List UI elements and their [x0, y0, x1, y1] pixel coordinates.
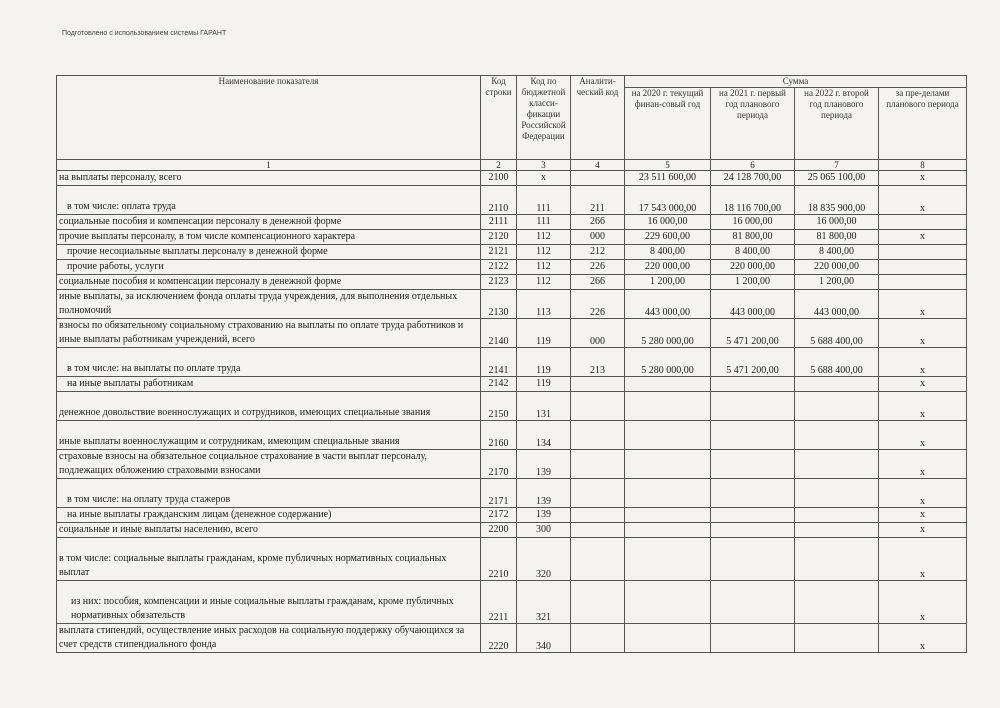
row-value-2020: 16 000,00 [625, 215, 711, 230]
row-value-beyond: x [879, 479, 967, 508]
row-value-2022: 220 000,00 [795, 260, 879, 275]
row-code: 2130 [481, 290, 517, 319]
row-budget-code: 119 [517, 377, 571, 392]
table-row [57, 245, 967, 260]
row-value-2021: 81 800,00 [711, 230, 795, 245]
column-numbers-row [57, 160, 967, 171]
row-value-2022 [795, 450, 879, 479]
row-value-2020: 5 280 000,00 [625, 319, 711, 348]
row-name: взносы по обязательному социальному страхованию на выплаты по оплате труда работников и иные выплаты работникам учреждений, всего [57, 319, 481, 348]
row-value-beyond [879, 275, 967, 290]
column-number: 1 [57, 160, 481, 171]
row-value-2021: 220 000,00 [711, 260, 795, 275]
row-value-beyond [879, 245, 967, 260]
row-value-2021 [711, 479, 795, 508]
row-budget-code: 139 [517, 479, 571, 508]
column-number: 2 [481, 160, 517, 171]
row-value-2020 [625, 450, 711, 479]
row-code: 2172 [481, 508, 517, 523]
row-value-2020 [625, 392, 711, 421]
row-value-beyond: x [879, 348, 967, 377]
row-value-2021: 5 471 200,00 [711, 319, 795, 348]
row-name: прочие работы, услуги [57, 260, 481, 275]
row-value-2022: 25 065 100,00 [795, 171, 879, 186]
row-value-2021: 18 116 700,00 [711, 186, 795, 215]
row-analytic-code: 266 [571, 275, 625, 290]
row-analytic-code: 211 [571, 186, 625, 215]
table-row [57, 421, 967, 450]
row-name: на выплаты персоналу, всего [57, 171, 481, 186]
row-analytic-code [571, 450, 625, 479]
row-analytic-code [571, 523, 625, 538]
row-value-2020: 220 000,00 [625, 260, 711, 275]
header-budget-code: Код по бюджетной класси-фикации Российской Федерации [517, 76, 571, 160]
row-value-2020 [625, 624, 711, 653]
table-row [57, 624, 967, 653]
row-value-2021 [711, 581, 795, 624]
row-value-2020 [625, 523, 711, 538]
table-body [57, 171, 967, 653]
table-row [57, 392, 967, 421]
row-value-2022 [795, 624, 879, 653]
column-number: 4 [571, 160, 625, 171]
row-name: социальные и иные выплаты населению, всего [57, 523, 481, 538]
header-2021: на 2021 г. первый год планового периода [711, 88, 795, 160]
row-name: в том числе: на выплаты по оплате труда [57, 348, 481, 377]
row-value-beyond: x [879, 624, 967, 653]
row-budget-code: x [517, 171, 571, 186]
row-value-2021 [711, 421, 795, 450]
table-row [57, 348, 967, 377]
row-name: иные выплаты военнослужащим и сотрудникам, имеющим специальные звания [57, 421, 481, 450]
header-note: Подготовлено с использованием системы ГАРАНТ [62, 30, 227, 37]
row-code: 2160 [481, 421, 517, 450]
row-value-beyond: x [879, 581, 967, 624]
table-row [57, 581, 967, 624]
row-analytic-code: 226 [571, 290, 625, 319]
row-analytic-code [571, 581, 625, 624]
row-name: прочие выплаты персоналу, в том числе компенсационного характера [57, 230, 481, 245]
row-budget-code: 112 [517, 275, 571, 290]
table-row [57, 479, 967, 508]
row-value-2022: 5 688 400,00 [795, 348, 879, 377]
row-value-2021 [711, 624, 795, 653]
row-value-2021: 16 000,00 [711, 215, 795, 230]
row-value-2021 [711, 523, 795, 538]
column-number: 6 [711, 160, 795, 171]
row-value-2020 [625, 581, 711, 624]
row-name: денежное довольствие военнослужащих и сотрудников, имеющих специальные звания [57, 392, 481, 421]
row-code: 2200 [481, 523, 517, 538]
row-budget-code: 112 [517, 245, 571, 260]
row-value-beyond: x [879, 392, 967, 421]
row-value-beyond: x [879, 508, 967, 523]
row-value-2021 [711, 508, 795, 523]
column-number: 3 [517, 160, 571, 171]
row-code: 2110 [481, 186, 517, 215]
row-budget-code: 300 [517, 523, 571, 538]
table-row [57, 377, 967, 392]
row-budget-code: 119 [517, 319, 571, 348]
row-budget-code: 113 [517, 290, 571, 319]
row-code: 2171 [481, 479, 517, 508]
row-analytic-code: 212 [571, 245, 625, 260]
table-row [57, 171, 967, 186]
row-value-2021 [711, 450, 795, 479]
row-value-2022 [795, 523, 879, 538]
row-value-2020: 1 200,00 [625, 275, 711, 290]
row-name: на иные выплаты работникам [57, 377, 481, 392]
row-budget-code: 131 [517, 392, 571, 421]
row-name: в том числе: социальные выплаты гражданам, кроме публичных нормативных социальных выплат [57, 538, 481, 581]
table-row [57, 538, 967, 581]
table-row [57, 319, 967, 348]
header-2020: на 2020 г. текущий финан-совый год [625, 88, 711, 160]
row-value-2021: 8 400,00 [711, 245, 795, 260]
row-name: прочие несоциальные выплаты персоналу в денежной форме [57, 245, 481, 260]
row-budget-code: 139 [517, 450, 571, 479]
row-analytic-code [571, 392, 625, 421]
row-analytic-code [571, 538, 625, 581]
row-value-2022: 8 400,00 [795, 245, 879, 260]
table-row [57, 186, 967, 215]
table-row [57, 523, 967, 538]
row-value-2020: 17 543 000,00 [625, 186, 711, 215]
row-budget-code: 340 [517, 624, 571, 653]
row-code: 2121 [481, 245, 517, 260]
row-analytic-code [571, 508, 625, 523]
row-name: в том числе: оплата труда [57, 186, 481, 215]
header-analytic-code: Аналити-ческий код [571, 76, 625, 160]
row-budget-code: 111 [517, 186, 571, 215]
row-analytic-code: 226 [571, 260, 625, 275]
row-budget-code: 139 [517, 508, 571, 523]
row-value-beyond: x [879, 450, 967, 479]
table-row [57, 450, 967, 479]
row-budget-code: 119 [517, 348, 571, 377]
row-value-beyond: x [879, 421, 967, 450]
header-sum: Сумма [625, 76, 967, 88]
row-value-beyond: x [879, 290, 967, 319]
table-row [57, 508, 967, 523]
row-code: 2111 [481, 215, 517, 230]
row-value-2020 [625, 377, 711, 392]
row-name: иные выплаты, за исключением фонда оплаты труда учреждения, для выполнения отдельных полномочий [57, 290, 481, 319]
row-value-2020 [625, 538, 711, 581]
column-number: 7 [795, 160, 879, 171]
table-row [57, 290, 967, 319]
row-budget-code: 112 [517, 230, 571, 245]
row-value-2022: 81 800,00 [795, 230, 879, 245]
row-value-beyond: x [879, 538, 967, 581]
row-value-2021: 1 200,00 [711, 275, 795, 290]
row-budget-code: 320 [517, 538, 571, 581]
row-value-beyond: x [879, 171, 967, 186]
table-row [57, 275, 967, 290]
row-value-beyond: x [879, 523, 967, 538]
row-name: социальные пособия и компенсации персоналу в денежной форме [57, 275, 481, 290]
row-code: 2170 [481, 450, 517, 479]
row-value-2022 [795, 479, 879, 508]
row-code: 2142 [481, 377, 517, 392]
header-name: Наименование показателя [57, 76, 481, 160]
row-value-2022 [795, 377, 879, 392]
table-row [57, 260, 967, 275]
table-row [57, 230, 967, 245]
row-value-2022: 1 200,00 [795, 275, 879, 290]
row-value-2020: 8 400,00 [625, 245, 711, 260]
row-analytic-code: 000 [571, 230, 625, 245]
row-value-2021: 5 471 200,00 [711, 348, 795, 377]
row-code: 2220 [481, 624, 517, 653]
row-value-2021: 443 000,00 [711, 290, 795, 319]
row-code: 2210 [481, 538, 517, 581]
row-budget-code: 111 [517, 215, 571, 230]
row-code: 2211 [481, 581, 517, 624]
row-value-2020: 23 511 600,00 [625, 171, 711, 186]
row-analytic-code [571, 171, 625, 186]
row-code: 2150 [481, 392, 517, 421]
row-code: 2122 [481, 260, 517, 275]
row-value-2022: 5 688 400,00 [795, 319, 879, 348]
row-value-2022 [795, 421, 879, 450]
row-analytic-code: 213 [571, 348, 625, 377]
row-analytic-code [571, 624, 625, 653]
column-number: 5 [625, 160, 711, 171]
row-value-2022 [795, 508, 879, 523]
row-value-2022 [795, 538, 879, 581]
header-2022: на 2022 г. второй год планового периода [795, 88, 879, 160]
row-value-2020: 5 280 000,00 [625, 348, 711, 377]
row-code: 2100 [481, 171, 517, 186]
row-value-2021 [711, 377, 795, 392]
row-value-beyond [879, 260, 967, 275]
row-value-beyond: x [879, 230, 967, 245]
budget-table [56, 75, 967, 653]
row-value-2022: 16 000,00 [795, 215, 879, 230]
row-analytic-code [571, 377, 625, 392]
row-analytic-code [571, 479, 625, 508]
row-value-2022 [795, 392, 879, 421]
row-value-2020 [625, 421, 711, 450]
row-value-2021: 24 128 700,00 [711, 171, 795, 186]
row-budget-code: 321 [517, 581, 571, 624]
row-value-beyond: x [879, 319, 967, 348]
row-value-2020 [625, 479, 711, 508]
row-name: выплата стипендий, осуществление иных расходов на социальную поддержку обучающихся за счет средств стипендиального фонда [57, 624, 481, 653]
row-code: 2120 [481, 230, 517, 245]
row-value-beyond: x [879, 186, 967, 215]
row-name: социальные пособия и компенсации персоналу в денежной форме [57, 215, 481, 230]
header-code: Код строки [481, 76, 517, 160]
row-budget-code: 134 [517, 421, 571, 450]
row-value-2020: 443 000,00 [625, 290, 711, 319]
table-row [57, 215, 967, 230]
row-value-2021 [711, 538, 795, 581]
row-value-2022: 443 000,00 [795, 290, 879, 319]
row-value-2022: 18 835 900,00 [795, 186, 879, 215]
row-name: на иные выплаты гражданским лицам (денежное содержание) [57, 508, 481, 523]
row-name: из них: пособия, компенсации и иные социальные выплаты гражданам, кроме публичных нормативных обязательств [57, 581, 481, 624]
header-beyond: за пре-делами планового периода [879, 88, 967, 160]
row-value-beyond [879, 215, 967, 230]
row-value-2021 [711, 392, 795, 421]
row-code: 2140 [481, 319, 517, 348]
row-code: 2123 [481, 275, 517, 290]
column-number: 8 [879, 160, 967, 171]
row-value-2022 [795, 581, 879, 624]
row-budget-code: 112 [517, 260, 571, 275]
row-code: 2141 [481, 348, 517, 377]
row-analytic-code: 000 [571, 319, 625, 348]
row-name: в том числе: на оплату труда стажеров [57, 479, 481, 508]
row-value-beyond: x [879, 377, 967, 392]
row-value-2020 [625, 508, 711, 523]
row-name: страховые взносы на обязательное социальное страхование в части выплат персоналу, подлежащих обложению страховыми взносами [57, 450, 481, 479]
row-analytic-code [571, 421, 625, 450]
row-value-2020: 229 600,00 [625, 230, 711, 245]
row-analytic-code: 266 [571, 215, 625, 230]
